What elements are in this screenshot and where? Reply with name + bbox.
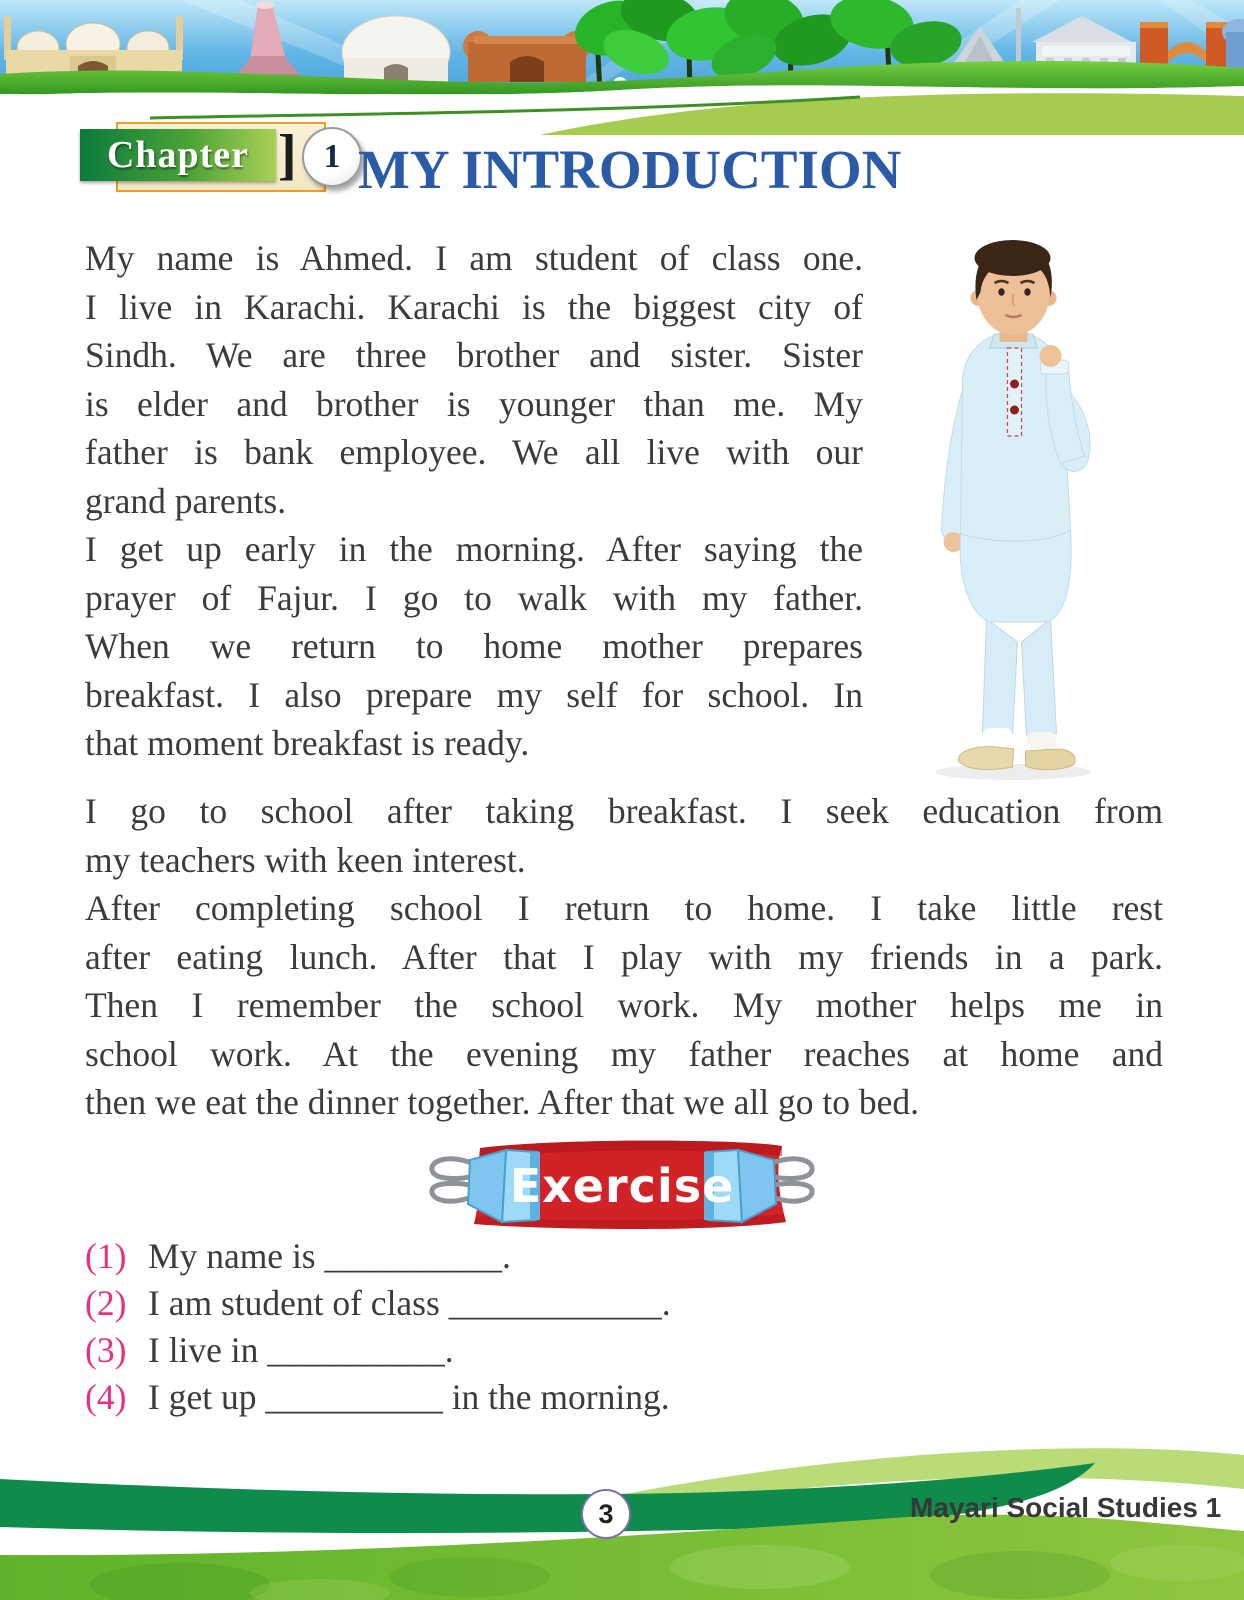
text-line: my teachers with keen interest.	[85, 839, 526, 880]
question-number: (4)	[85, 1377, 127, 1417]
question-text: My name is __________.	[148, 1236, 511, 1276]
question-number: (3)	[85, 1330, 127, 1370]
text-line: grand parents.	[85, 480, 287, 521]
text-line: After completing school I return to home. I take little rest	[85, 888, 1163, 928]
text-line: Then I remember the school work. My mother helps me in	[85, 985, 1163, 1025]
page-number: 3	[581, 1489, 631, 1539]
text-line: is elder and brother is younger than me. My	[85, 383, 863, 424]
text-line: that moment breakfast is ready.	[85, 723, 530, 763]
chapter-badge-plate	[80, 129, 276, 181]
text-line: after eating lunch. After that I play with my friends in a park.	[85, 936, 1163, 977]
lahore-fort-gate-art	[463, 31, 591, 82]
text-line: I go to school after taking breakfast. I seek education from	[85, 791, 1163, 831]
mazar-e-quaid-art	[342, 16, 450, 88]
paragraph-school	[85, 787, 1163, 884]
text-line: I live in Karachi. Karachi is the biggest city of	[85, 286, 863, 327]
question-row	[85, 1374, 1165, 1421]
question-row	[85, 1327, 1165, 1374]
text-line: father is bank employee. We all live with our	[85, 432, 863, 472]
text-line: Sindh. We are three brother and sister. Sister	[85, 335, 863, 375]
chapter-number: 1	[302, 127, 362, 187]
text-line: then we eat the dinner together. After that we all go to bed.	[85, 1082, 919, 1122]
question-text: I am student of class ____________.	[148, 1283, 671, 1323]
question-text: I get up __________ in the morning.	[148, 1377, 670, 1417]
exercise-label: Exercise	[509, 1159, 735, 1213]
chapter-badge	[80, 116, 350, 196]
text-line: school work. At the evening my father reaches at home and	[85, 1033, 1163, 1074]
boy-photo-column	[863, 234, 1163, 784]
exercise-questions	[85, 1233, 1165, 1421]
book-title: Mayari Social Studies 1	[910, 1492, 1222, 1523]
question-number: (1)	[85, 1236, 127, 1276]
text-line: breakfast. I also prepare my self for school. In	[85, 674, 863, 715]
text-line: My name is Ahmed. I am student of class one.	[85, 238, 863, 278]
question-row	[85, 1233, 1165, 1280]
chapter-label: Chapter	[106, 134, 250, 176]
intro-text	[85, 234, 863, 784]
text-line: When we return to home mother prepares	[85, 626, 863, 666]
intro-section	[85, 234, 1163, 784]
paragraph-evening	[85, 884, 1163, 1127]
text-line: prayer of Fajur. I go to walk with my father.	[85, 577, 863, 618]
landmarks-banner-image	[0, 0, 1244, 135]
question-row	[85, 1280, 1165, 1327]
question-text: I live in __________.	[148, 1330, 454, 1370]
chapter-bracket: ]	[278, 124, 297, 186]
exercise-banner	[0, 1134, 1244, 1238]
page-title: MY INTRODUCTION	[358, 139, 902, 200]
question-number: (2)	[85, 1283, 127, 1323]
boy-photo	[896, 234, 1131, 784]
text-line: I get up early in the morning. After saying the	[85, 529, 863, 569]
chapter-header	[80, 116, 930, 206]
